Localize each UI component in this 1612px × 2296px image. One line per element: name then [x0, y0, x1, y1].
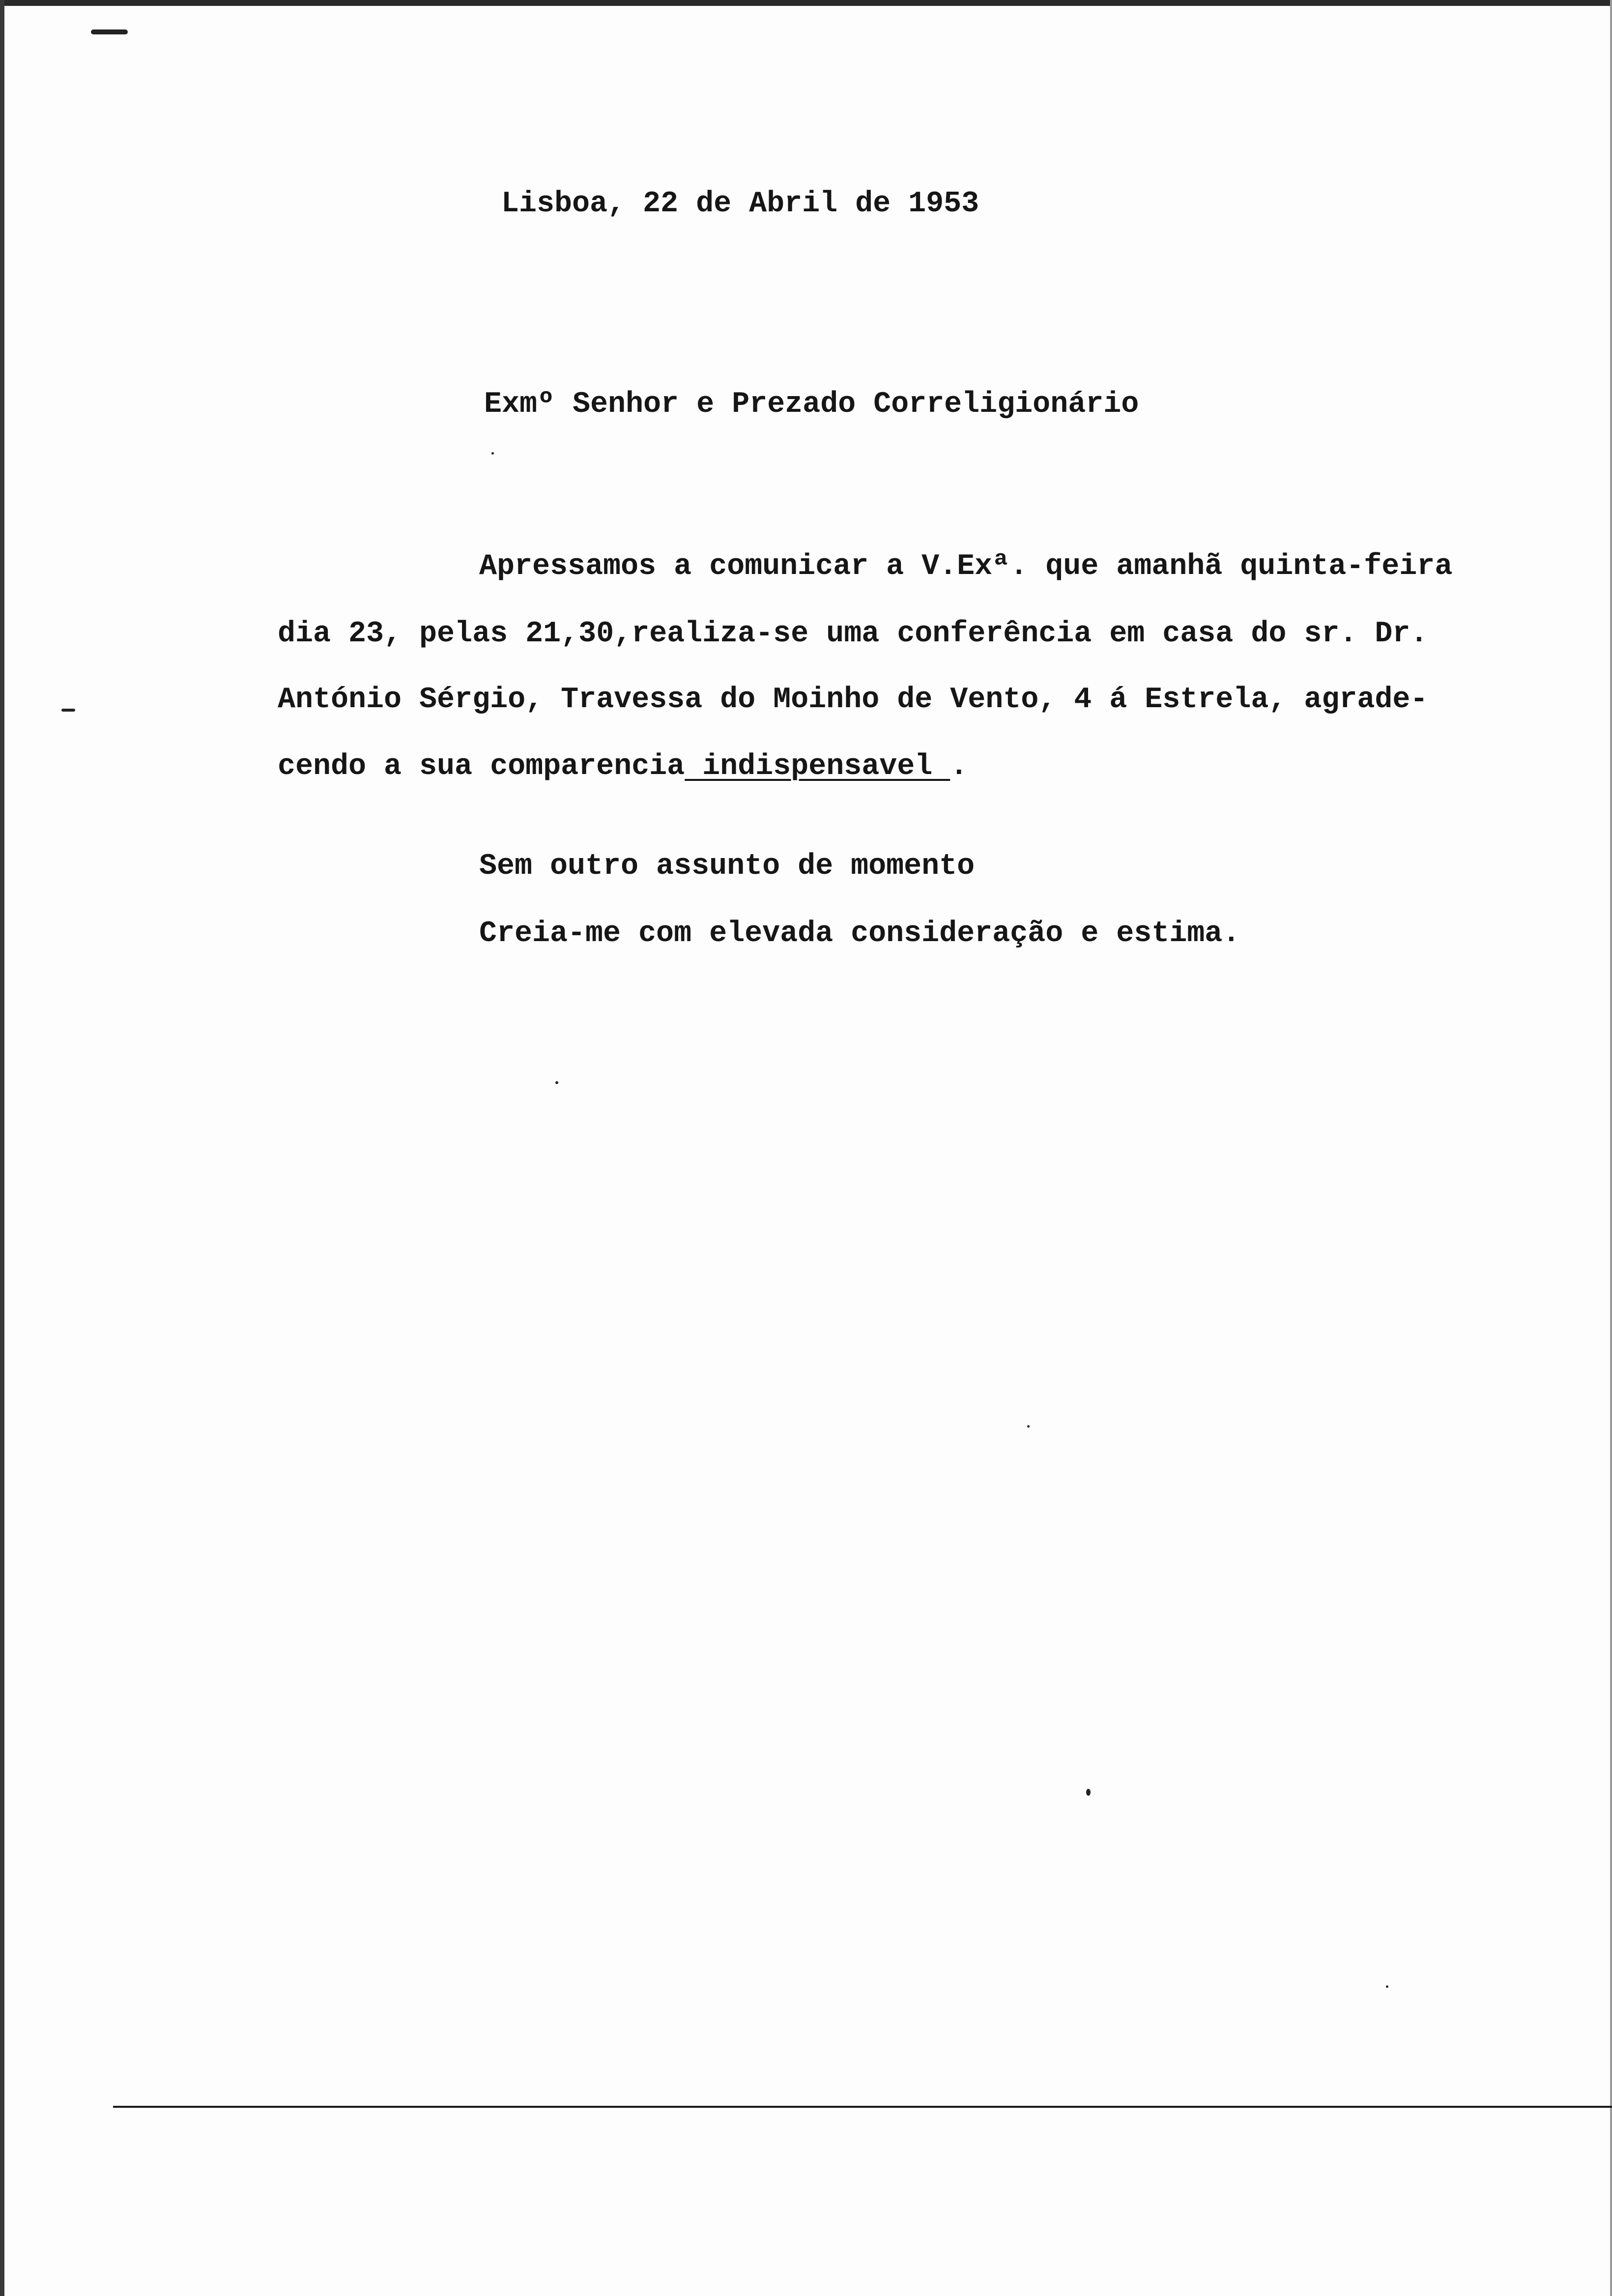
scan-edge-top	[0, 0, 1612, 6]
body-line-2: dia 23, pelas 21,30,realiza-se uma conferência em casa do sr. Dr.	[278, 617, 1428, 651]
speck	[491, 452, 494, 455]
body-line-4-suffix: .	[950, 750, 968, 783]
closing-line-1: Sem outro assunto de momento	[479, 850, 975, 883]
body-line-4	[278, 752, 968, 781]
letter-date: Lisboa, 22 de Abril de 1953	[501, 187, 979, 221]
speck	[61, 709, 75, 712]
letter-salutation: Exmº Senhor e Prezado Correligionário	[484, 388, 1139, 421]
speck	[555, 1081, 558, 1084]
speck	[1027, 1425, 1030, 1428]
scan-edge-right	[1610, 0, 1612, 2296]
speck	[1386, 1985, 1388, 1988]
scan-edge-left	[0, 0, 4, 2296]
underlined-word: indispensavel	[685, 750, 950, 783]
ink-mark	[91, 29, 128, 34]
closing-line-2: Creia-me com elevada consideração e estima.	[479, 917, 1240, 950]
speck	[1086, 1789, 1091, 1796]
horizontal-rule	[113, 2106, 1612, 2108]
body-line-3: António Sérgio, Travessa do Moinho de Vento, 4 á Estrela, agrade-	[278, 683, 1428, 717]
body-line-1: Apressamos a comunicar a V.Exª. que amanhã quinta-feira	[479, 550, 1453, 583]
body-line-4-prefix: cendo a sua comparencia	[278, 750, 685, 783]
